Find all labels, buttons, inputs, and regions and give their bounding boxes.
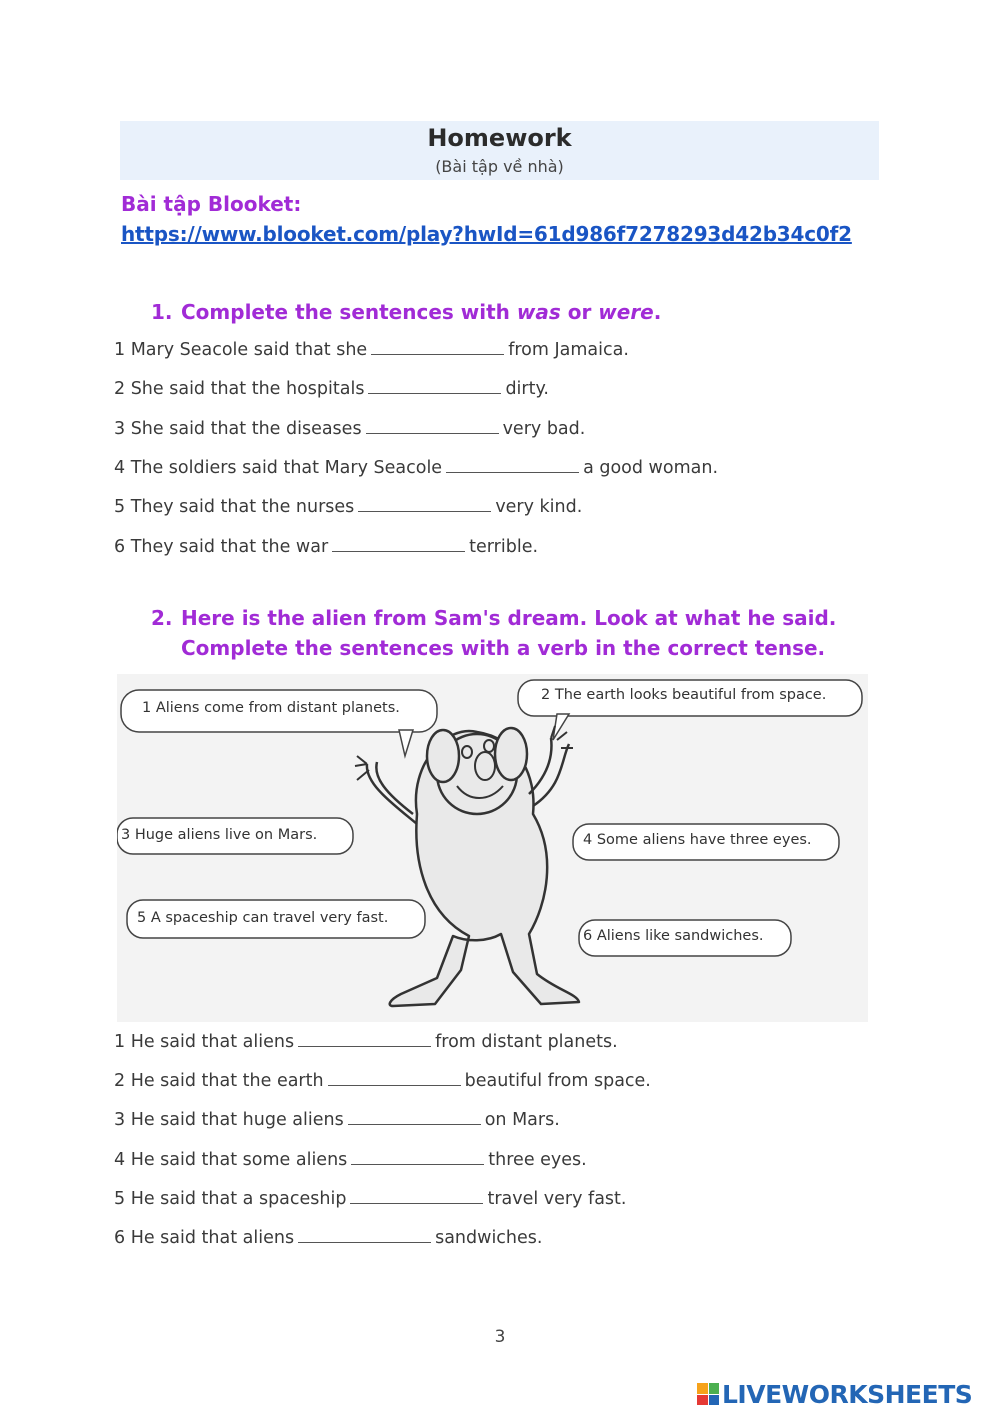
exercise-1-item	[114, 458, 718, 478]
item-text: 3 She said that the diseases	[114, 419, 362, 439]
logo-square	[697, 1395, 708, 1406]
blooket-label: Bài tập Blooket:	[121, 192, 302, 216]
logo-squares-icon	[697, 1383, 719, 1405]
item-text: sandwiches.	[435, 1228, 543, 1248]
answer-blank[interactable]	[368, 379, 501, 394]
section-2-title-line1: Here is the alien from Sam's dream. Look at what he said.	[181, 606, 837, 630]
item-text: 4 He said that some aliens	[114, 1150, 348, 1170]
answer-blank[interactable]	[350, 1189, 483, 1204]
item-text: from distant planets.	[435, 1032, 618, 1052]
logo-square	[709, 1383, 720, 1394]
logo-square	[697, 1383, 708, 1394]
answer-blank[interactable]	[446, 458, 579, 473]
item-text: 5 They said that the nurses	[114, 497, 355, 517]
answer-blank[interactable]	[366, 419, 499, 434]
item-text: 2 She said that the hospitals	[114, 379, 365, 399]
exercise-2-item	[114, 1110, 560, 1130]
bubble-6: 6 Aliens like sandwiches.	[583, 928, 764, 944]
item-text: dirty.	[505, 379, 549, 399]
item-text: 1 Mary Seacole said that she	[114, 340, 368, 360]
alien-figure	[367, 728, 579, 1006]
exercise-2-item	[114, 1228, 542, 1248]
period: .	[653, 300, 662, 324]
exercise-2-item	[114, 1189, 626, 1209]
item-text: a good woman.	[583, 458, 719, 478]
bubble-4: 4 Some aliens have three eyes.	[583, 832, 812, 848]
item-text: 4 The soldiers said that Mary Seacole	[114, 458, 443, 478]
section-2-heading	[151, 603, 836, 663]
item-text: three eyes.	[488, 1150, 587, 1170]
exercise-2-item	[114, 1071, 651, 1091]
answer-blank[interactable]	[371, 340, 504, 355]
section-1-number: 1.	[151, 300, 173, 324]
exercise-1-item	[114, 340, 629, 360]
item-text: 2 He said that the earth	[114, 1071, 324, 1091]
alien-drawing	[117, 674, 868, 1022]
item-text: 6 They said that the war	[114, 537, 329, 557]
item-text: 1 He said that aliens	[114, 1032, 295, 1052]
exercise-1-item	[114, 497, 582, 517]
page-subtitle: (Bài tập về nhà)	[435, 157, 564, 176]
section-1-heading	[151, 297, 661, 327]
item-text: 3 He said that huge aliens	[114, 1110, 344, 1130]
blooket-link[interactable]: https://www.blooket.com/play?hwId=61d986f7278293d42b34c0f2	[121, 222, 852, 246]
item-text: from Jamaica.	[508, 340, 629, 360]
bubble-3: 3 Huge aliens live on Mars.	[121, 827, 318, 843]
bubble-5: 5 A spaceship can travel very fast.	[137, 910, 389, 926]
alien-illustration	[117, 674, 868, 1022]
answer-blank[interactable]	[298, 1228, 431, 1243]
answer-blank[interactable]	[298, 1032, 431, 1047]
answer-blank[interactable]	[351, 1150, 484, 1165]
item-text: beautiful from space.	[464, 1071, 651, 1091]
page-number: 3	[494, 1327, 506, 1347]
logo-text: LIVEWORKSHEETS	[722, 1379, 973, 1409]
section-2-title-line2: Complete the sentences with a verb in the correct tense.	[181, 636, 826, 660]
word-was: was	[516, 300, 561, 324]
word-were: were	[598, 300, 654, 324]
exercise-2-item	[114, 1032, 618, 1052]
exercise-2-item	[114, 1150, 587, 1170]
answer-blank[interactable]	[328, 1071, 461, 1086]
exercise-1-item	[114, 379, 549, 399]
bubble-2: 2 The earth looks beautiful from space.	[541, 687, 827, 703]
section-2-number: 2.	[151, 606, 173, 630]
item-text: very bad.	[502, 419, 586, 439]
page-title: Homework	[427, 124, 572, 152]
liveworksheets-logo[interactable]	[697, 1380, 972, 1408]
answer-blank[interactable]	[358, 497, 491, 512]
item-text: 6 He said that aliens	[114, 1228, 295, 1248]
item-text: terrible.	[469, 537, 539, 557]
or-text: or	[560, 300, 599, 324]
bubble-1: 1 Aliens come from distant planets.	[142, 700, 400, 716]
item-text: 5 He said that a spaceship	[114, 1189, 347, 1209]
answer-blank[interactable]	[332, 537, 465, 552]
item-text: on Mars.	[484, 1110, 560, 1130]
item-text: very kind.	[495, 497, 583, 517]
item-text: travel very fast.	[487, 1189, 627, 1209]
exercise-1-item	[114, 419, 585, 439]
section-1-title: Complete the sentences with	[181, 300, 517, 324]
answer-blank[interactable]	[348, 1110, 481, 1125]
exercise-1-item	[114, 537, 538, 557]
logo-square	[709, 1395, 720, 1406]
